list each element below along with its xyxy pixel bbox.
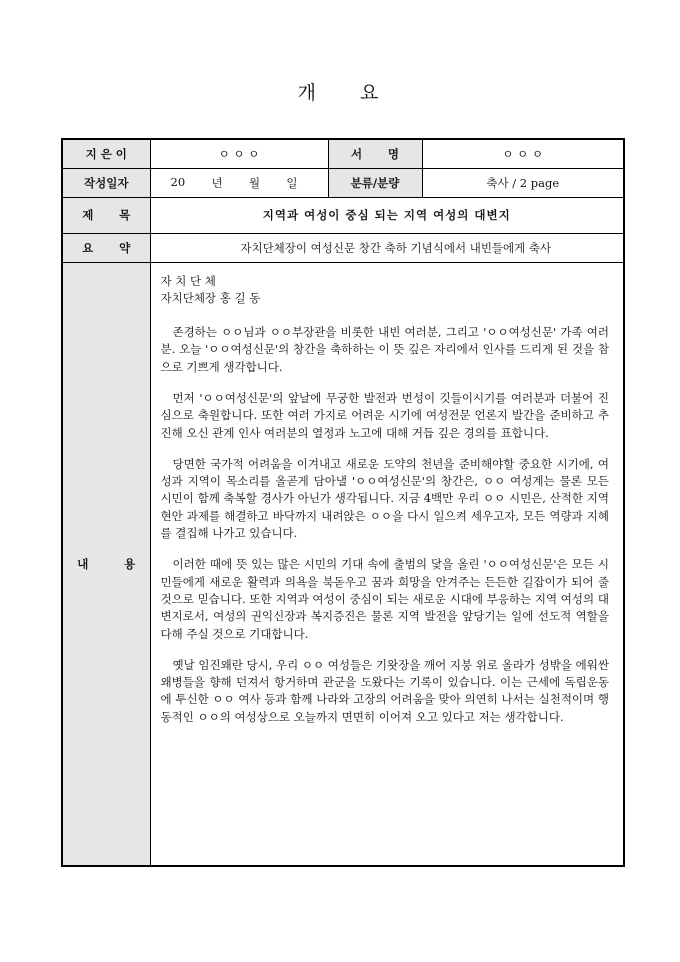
date-month-unit: 월 (248, 175, 261, 190)
summary-value: 자치단체장이 여성신문 창간 축하 기념식에서 내빈들에게 축사 (150, 233, 624, 262)
summary-form-table (61, 138, 625, 867)
category-value: 축사 / 2 page (422, 168, 624, 197)
author-label: 지 은 이 (62, 139, 150, 168)
date-year: 20 (170, 174, 186, 189)
subject-value: 지역과 여성이 중심 되는 지역 여성의 대변지 (150, 197, 624, 233)
subject-label: 제 목 (62, 197, 150, 233)
content-signature (161, 273, 610, 308)
row-subject (62, 197, 624, 233)
date-value (150, 168, 328, 197)
signature-label: 서 명 (328, 139, 422, 168)
content-paragraph-2: 먼저 'ㅇㅇ여성신문'의 앞날에 무궁한 발전과 번성이 깃들이시기를 여러분과 더불어 진심으로 축원합니다. 또한 여러 가지로 어려운 시기에 여성전문 언론지 발간을 준비하고 추진해 오신 관계 인사 여러분의 열정과 노고에 대해 거듭 깊은 경의를 표합니다. (160, 390, 609, 440)
row-author (62, 139, 624, 168)
content-paragraph-5: 옛날 임진왜란 당시, 우리 ㅇㅇ 여성들은 기왓장을 깨어 지붕 위로 올라가 성밖을 에워싼 왜병들을 향해 던져서 항거하며 관군을 도왔다는 기록이 있습니다. 이는 근세에 독립운동에 투신한 ㅇㅇ 여사 등과 함께 나라와 고장의 어려움을 맞아 의연히 나서는 실천적이며 행동적인 ㅇㅇ의 여성상으로 오늘까지 면면히 이어져 오고 있다고 저는 생각합니다. (160, 657, 609, 724)
title-char-2: 요 (360, 82, 383, 104)
date-label: 작성일자 (62, 168, 150, 197)
row-summary (62, 233, 624, 262)
title-char-1: 개 (297, 82, 320, 104)
content-paragraph-4: 이러한 때에 뜻 있는 많은 시민의 기대 속에 출범의 닻을 올린 'ㅇㅇ여성신문'은 모든 시민들에게 새로운 활력과 의욕을 북돋우고 꿈과 희망을 안겨주는 든든한 길잡이가 되어 줄 것으로 믿습니다. 또한 지역과 여성이 중심이 되는 새로운 시대에 부응하는 지역 여성의 대변지로서, 여성의 권익신장과 복지증진은 물론 지역 발전을 앞당기는 일에 선도적 역할을 다해 주실 것으로 기대합니다. (160, 557, 609, 641)
content-paragraph-1: 존경하는 ㅇㅇ님과 ㅇㅇ부장관을 비롯한 내빈 여러분, 그리고 'ㅇㅇ여성신문' 가족 여러분. 오늘 'ㅇㅇ여성신문'의 창간을 축하하는 이 뜻 깊은 자리에서 인사를 드리게 된 것을 참으로 기쁘게 생각합니다. (160, 325, 609, 374)
page-title (0, 78, 680, 105)
content-label: 내 용 (62, 262, 150, 866)
content-paragraph-3: 당면한 국가적 어려움을 이겨내고 새로운 도약의 천년을 준비해야할 중요한 시기에, 여성과 지역이 목소리를 올곧게 담아낼 'ㅇㅇ여성신문'의 창간은, ㅇㅇ 여성계는 물론 모든 시민이 함께 축복할 경사가 아닌가 생각됩니다. 지금 4백만 우리 ㅇㅇ 시민은, 산적한 지역 현안 과제를 해결하고 바닥까지 내려앉은 ㅇㅇ을 다시 일으켜 세우고자, 모든 역량과 지혜를 결집해 나가고 있습니다. (160, 456, 609, 541)
sig-person: 자치단체장 홍 길 동 (160, 290, 261, 305)
summary-label: 요 약 (62, 233, 150, 262)
date-year-unit: 년 (211, 175, 223, 190)
sig-organization: 자 치 단 체 (160, 273, 216, 288)
row-date (62, 168, 624, 197)
content-body (150, 262, 624, 866)
category-label: 분류/분량 (328, 168, 422, 197)
signature-value: ㅇ ㅇ ㅇ (422, 139, 624, 168)
date-day-unit: 일 (286, 175, 298, 190)
row-content (62, 262, 624, 866)
author-value: ㅇ ㅇ ㅇ (150, 139, 328, 168)
